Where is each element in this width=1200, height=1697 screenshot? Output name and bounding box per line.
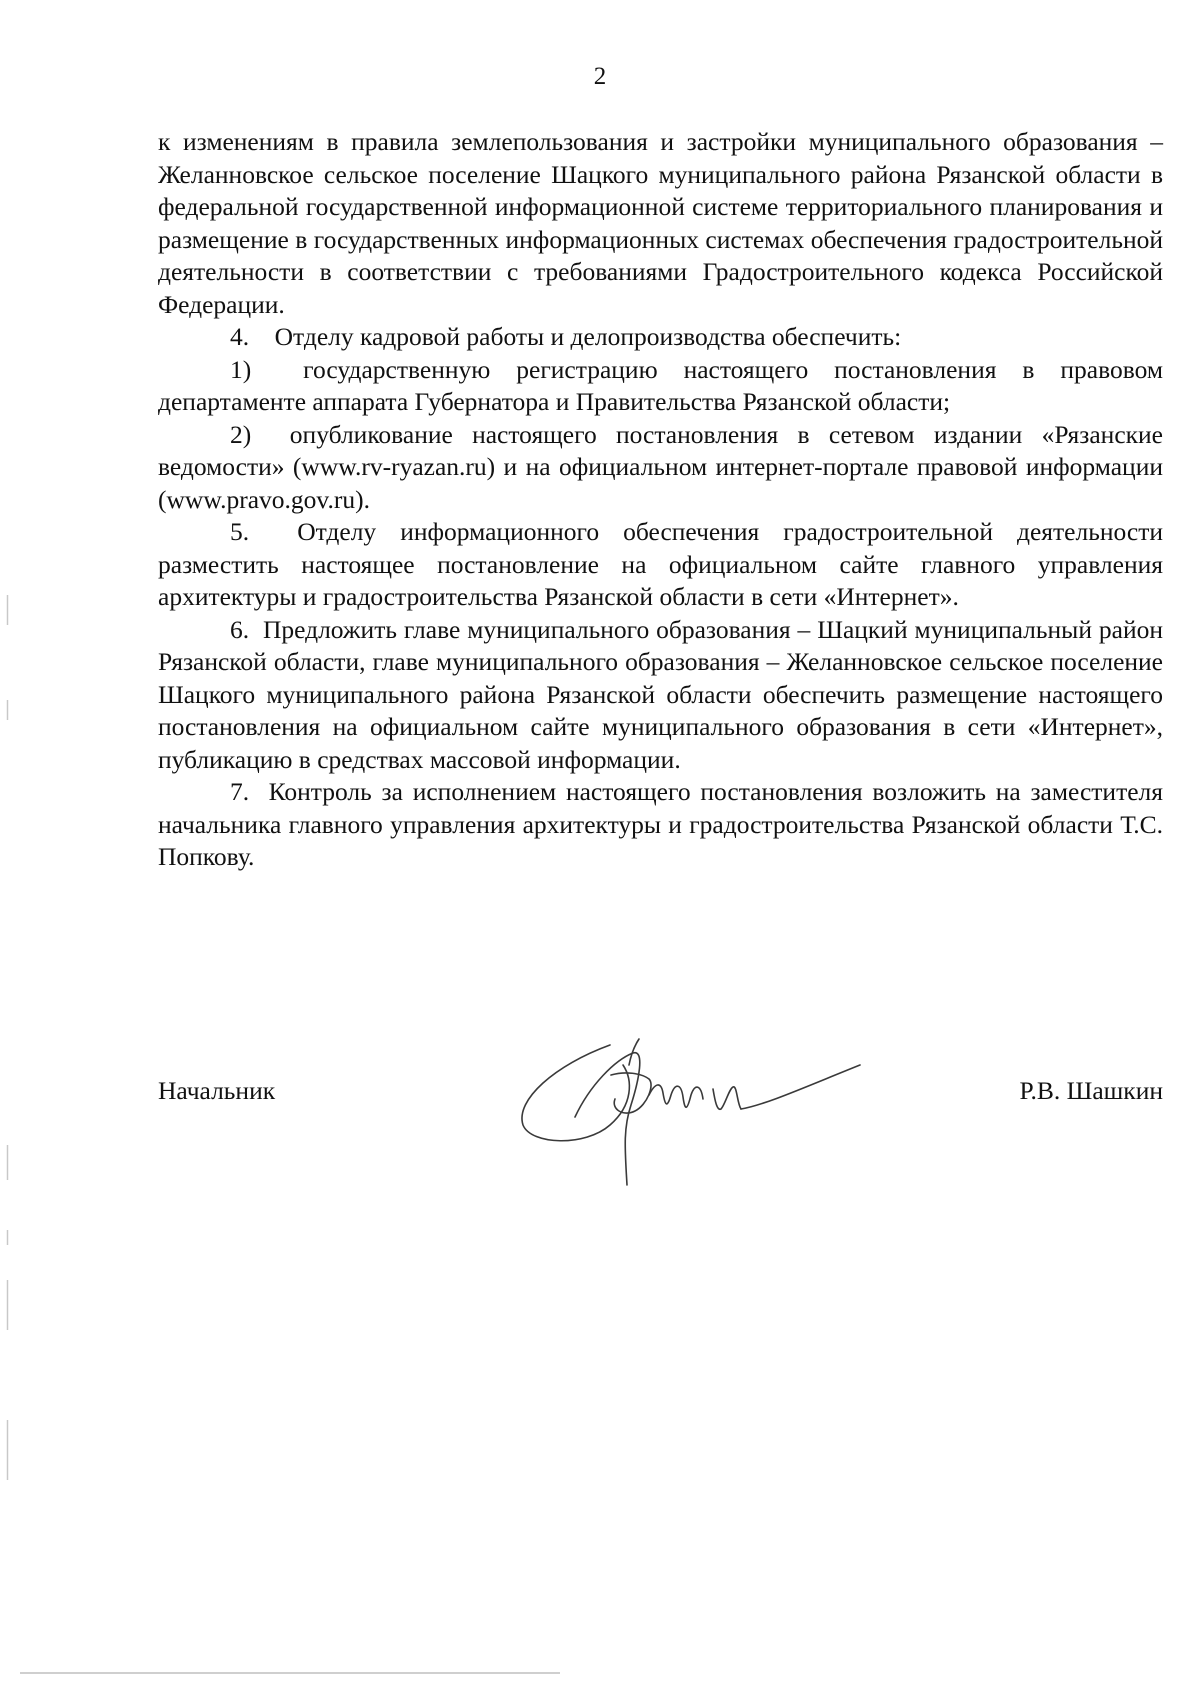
paragraph-item-4: 4. Отделу кадровой работы и делопроизводства обеспечить: — [230, 322, 902, 351]
signer-name: Р.В. Шашкин — [1019, 1076, 1163, 1105]
page-number: 2 — [593, 63, 607, 90]
paragraph-item-7: 7. Контроль за исполнением настоящего постановления возложить на заместителя начальника главного управления архитектуры и градостроительства Рязанской области Т.С. Попкову. — [158, 777, 1163, 871]
paragraph-item-5: 5. Отделу информационного обеспечения градостроительной деятельности разместить настоящее постановление на официальном сайте главного управления архитектуры и градостроительства Рязанской области в сети «Интернет». — [158, 517, 1163, 611]
document-body — [158, 126, 1163, 874]
bottom-scan-line — [20, 1672, 560, 1674]
paragraph-item-4-1: 1) государственную регистрацию настоящего постановления в правовом департаменте аппарата Губернатора и Правительства Рязанской области; — [158, 354, 1163, 416]
paragraph-item-6: 6. Предложить главе муниципального образования – Шацкий муниципальный район Рязанской области, главе муниципального образования – Желанновское сельское поселение Шацкого муниципального района Рязанской области обеспечить размещение настоящего постановления на официальном сайте муниципального образования в сети «Интернет», публикацию в средствах массовой информации. — [158, 614, 1163, 774]
paragraph-continuation: к изменениям в правила землепользования и застройки муниципального образования – Желанновское сельское поселение Шацкого муниципального района Рязанской области в федеральной государственной информационной системе территориального планирования и размещение в государственных информационных системах обеспечения градостроительной деятельности в соответствии с требованиями Градостроительного кодекса Российской Федерации. — [158, 127, 1163, 319]
scan-margin-marks — [6, 0, 9, 1697]
signer-position: Начальник — [158, 1076, 276, 1105]
handwritten-signature — [515, 1025, 875, 1200]
paragraph-item-4-2: 2) опубликование настоящего постановления в сетевом издании «Рязанские ведомости» (www.rv-ryazan.ru) и на официальном интернет-портале правовой информации (www.pravo.gov.ru). — [158, 419, 1163, 514]
